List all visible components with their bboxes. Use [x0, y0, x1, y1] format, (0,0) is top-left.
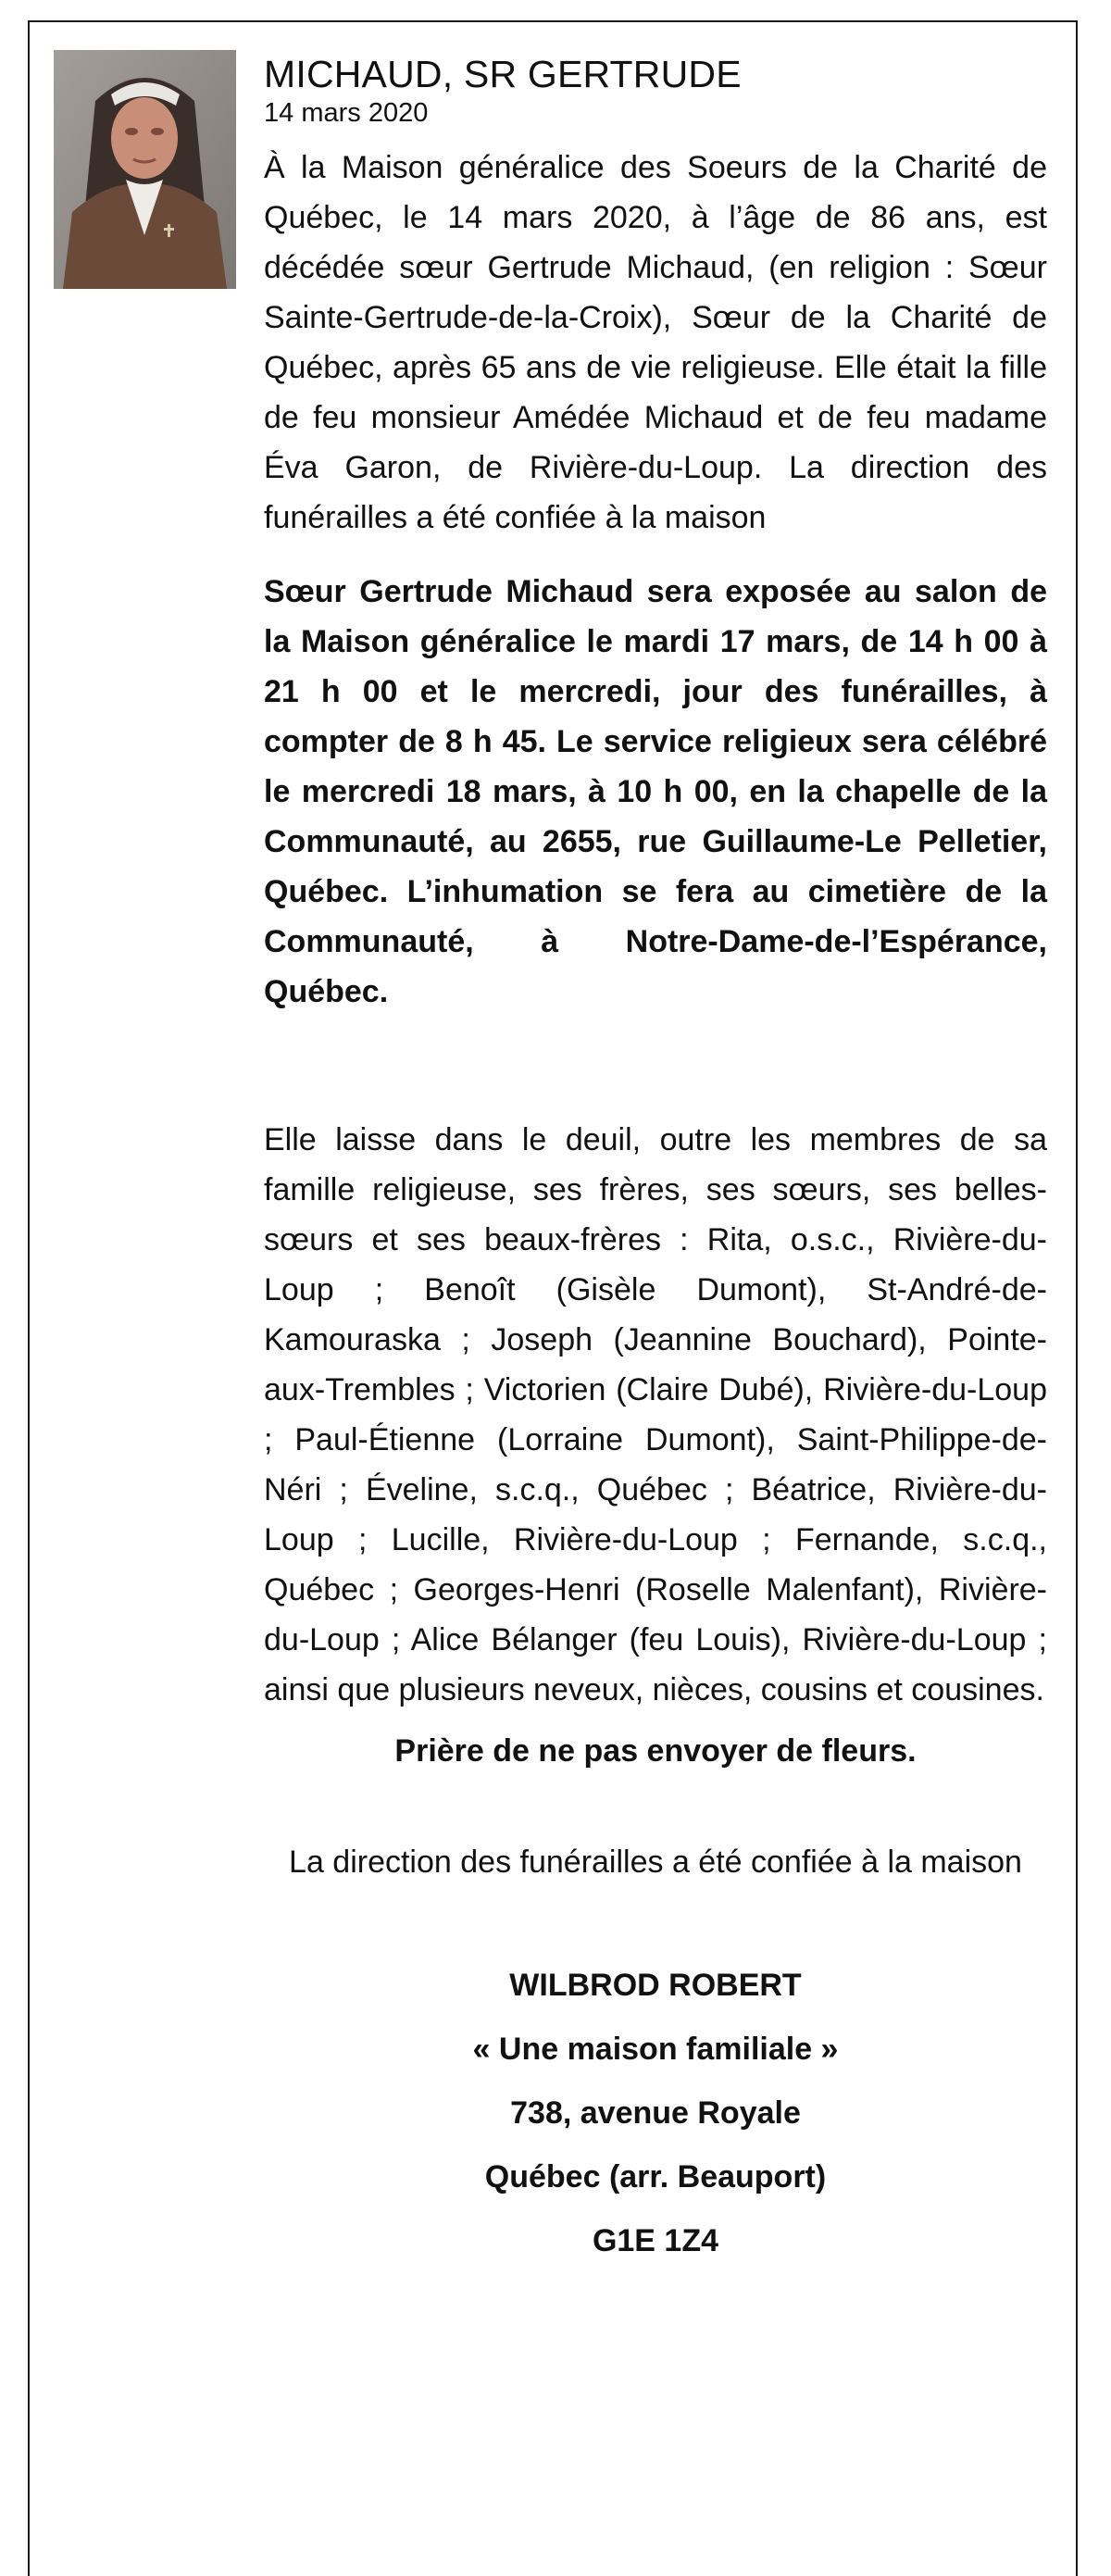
exposition-paragraph: Sœur Gertrude Michaud sera exposée au salon de la Maison généralice le mardi 17 mars, de 14 h 00 à 21 h 00 et le mercredi, jour des funérailles, à compter de 8 h 45. Le service religieux sera célébré le mercredi 18 mars, à 10 h 00, en la chapelle de la Communauté, au 2655, rue Guillaume-Le Pelletier, Québec. L’inhumation se fera au cimetière de la Communauté, à Notre-Dame-de-l’Espérance, Québec.	[264, 574, 1047, 1009]
intro-paragraph: À la Maison généralice des Soeurs de la Charité de Québec, le 14 mars 2020, à l’âge de 86 ans, est décédée sœur Gertrude Michaud, (en religion : Sœur Sainte-Gertrude-de-la-Croix), Sœur de la Charité de Québec, après 65 ans de vie religieuse. Elle était la fille de feu monsieur Amédée Michaud et de feu madame Éva Garon, de Rivière-du-Loup. La direction des funérailles a été confiée à la maison	[264, 150, 1047, 535]
direction-note: La direction des funérailles a été confiée à la maison	[289, 1844, 1022, 1880]
funeral-home-street: 738, avenue Royale	[510, 2095, 801, 2131]
funeral-home-block	[264, 1954, 1047, 2273]
funeral-home-postal-code: G1E 1Z4	[592, 2223, 719, 2258]
deceased-name: MICHAUD, SR GERTRUDE	[264, 53, 742, 95]
funeral-home-slogan: « Une maison familiale »	[472, 2032, 839, 2067]
flowers-note: Prière de ne pas envoyer de fleurs.	[394, 1733, 917, 1769]
funeral-home-name: WILBROD ROBERT	[509, 1968, 802, 2003]
obituary-content	[264, 52, 1047, 2273]
death-date: 14 mars 2020	[264, 98, 429, 128]
funeral-home-city: Québec (arr. Beauport)	[484, 2159, 827, 2195]
family-paragraph: Elle laisse dans le deuil, outre les membres de sa famille religieuse, ses frères, ses sœurs, ses belles-sœurs et ses beaux-frères : Rita, o.s.c., Rivière-du-Loup ; Benoît (Gisèle Dumont), St-André-de-Kamouraska ; Joseph (Jeannine Bouchard), Pointe-aux-Trembles ; Victorien (Claire Dubé), Rivière-du-Loup ; Paul-Étienne (Lorraine Dumont), Saint-Philippe-de-Néri ; Éveline, s.c.q., Québec ; Béatrice, Rivière-du-Loup ; Lucille, Rivière-du-Loup ; Fernande, s.c.q., Québec ; Georges-Henri (Roselle Malenfant), Rivière-du-Loup ; Alice Bélanger (feu Louis), Rivière-du-Loup ; ainsi que plusieurs neveux, nièces, cousins et cousines.	[264, 1122, 1047, 1707]
portrait-photo	[54, 50, 236, 289]
